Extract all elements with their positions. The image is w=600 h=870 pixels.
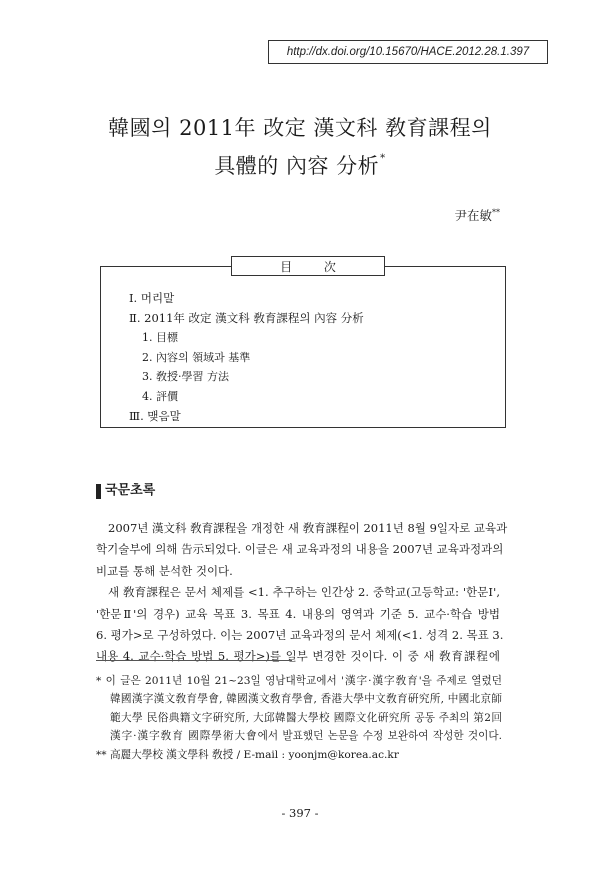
toc-subitem: 3. 敎授·學習 方法: [142, 370, 229, 384]
author-footnote-mark: **: [492, 207, 500, 217]
page-number: - 397 -: [281, 806, 319, 820]
abstract-body: [96, 518, 508, 668]
author-name: 尹在敏: [454, 208, 492, 223]
toc-item: Ⅲ. 맺음말: [129, 408, 181, 423]
toc-item: Ⅰ. 머리말: [129, 291, 175, 305]
paper-title-line-1: 韓國의 2011年 改定 漢文科 敎育課程의: [108, 116, 492, 140]
title-footnote-mark: *: [380, 153, 386, 164]
doi-link[interactable]: http://dx.doi.org/10.15670/HACE.2012.28.1.397: [268, 40, 548, 64]
footnote-line: 範大學 民俗典籍文字硏究所, 大邱韓醫大學校 國際文化硏究所 공동 주최의 第2回: [110, 711, 502, 724]
abstract-line: 비교를 통해 분석한 것이다.: [96, 563, 233, 578]
abstract-line: '한문Ⅱ'의 경우) 교육 목표 3. 목표 4. 내용의 영역과 기준 5. 교수·학습 방법: [96, 606, 500, 621]
abstract-line: 2007년 漢文科 敎育課程을 개정한 새 敎育課程이 2011년 8월 9일자로 교육과: [108, 521, 508, 535]
abstract-heading: [96, 482, 155, 500]
abstract-heading-text: 국문초록: [105, 483, 156, 498]
abstract-line: 내용 4. 교수·학습 방법 5. 평가>)를 일부 변경한 것이다. 이 중 새 敎育課程에: [96, 649, 500, 664]
toc-item: Ⅱ. 2011年 改定 漢文科 敎育課程의 內容 分析: [129, 310, 364, 325]
footnotes: [96, 672, 502, 764]
footnote-line: 漢字·漢字敎育 國際學術大會에서 발표했던 논문을 수정 보완하여 작성한 것이다.: [110, 730, 502, 743]
toc-list: [129, 289, 364, 426]
author: [454, 206, 500, 224]
footnote-line: 韓國漢字漢文敎育學會, 韓國漢文敎育學會, 香港大學中文敎育硏究所, 中國北京師: [110, 693, 502, 706]
toc-subitem: 1. 目標: [142, 331, 178, 345]
footnote-divider: [96, 660, 292, 661]
paper-title-line-2-text: 具體的 內容 分析: [214, 154, 380, 178]
footnote-line: ** 高麗大學校 漢文學科 敎授 / E-mail : yoonjm@korea.ac.kr: [96, 748, 399, 761]
paper-title-line-2: [0, 150, 600, 180]
abstract-line: 학기술부에 의해 告示되었다. 이글은 새 교육과정의 내용을 2007년 교육과정과의: [96, 542, 504, 557]
toc-subitem: 2. 內容의 領域과 基準: [142, 350, 251, 364]
toc-subitem: 4. 評價: [142, 389, 178, 403]
table-of-contents: [100, 260, 506, 428]
footnote-line: * 이 글은 2011년 10월 21~23일 영남대학교에서 '漢字·漢字敎育'을 주제로 열렸던: [96, 675, 502, 687]
toc-header: 目 次: [231, 256, 385, 276]
abstract-line: 6. 평가>로 구성하였다. 이는 2007년 교육과정의 문서 체제(<1. 성격 2. 목표 3.: [96, 627, 504, 642]
heading-bar-icon: [96, 484, 101, 499]
abstract-line: 새 敎育課程은 문서 체제를 <1. 추구하는 인간상 2. 중학교(고등학교: '한문Ⅰ',: [108, 585, 500, 600]
